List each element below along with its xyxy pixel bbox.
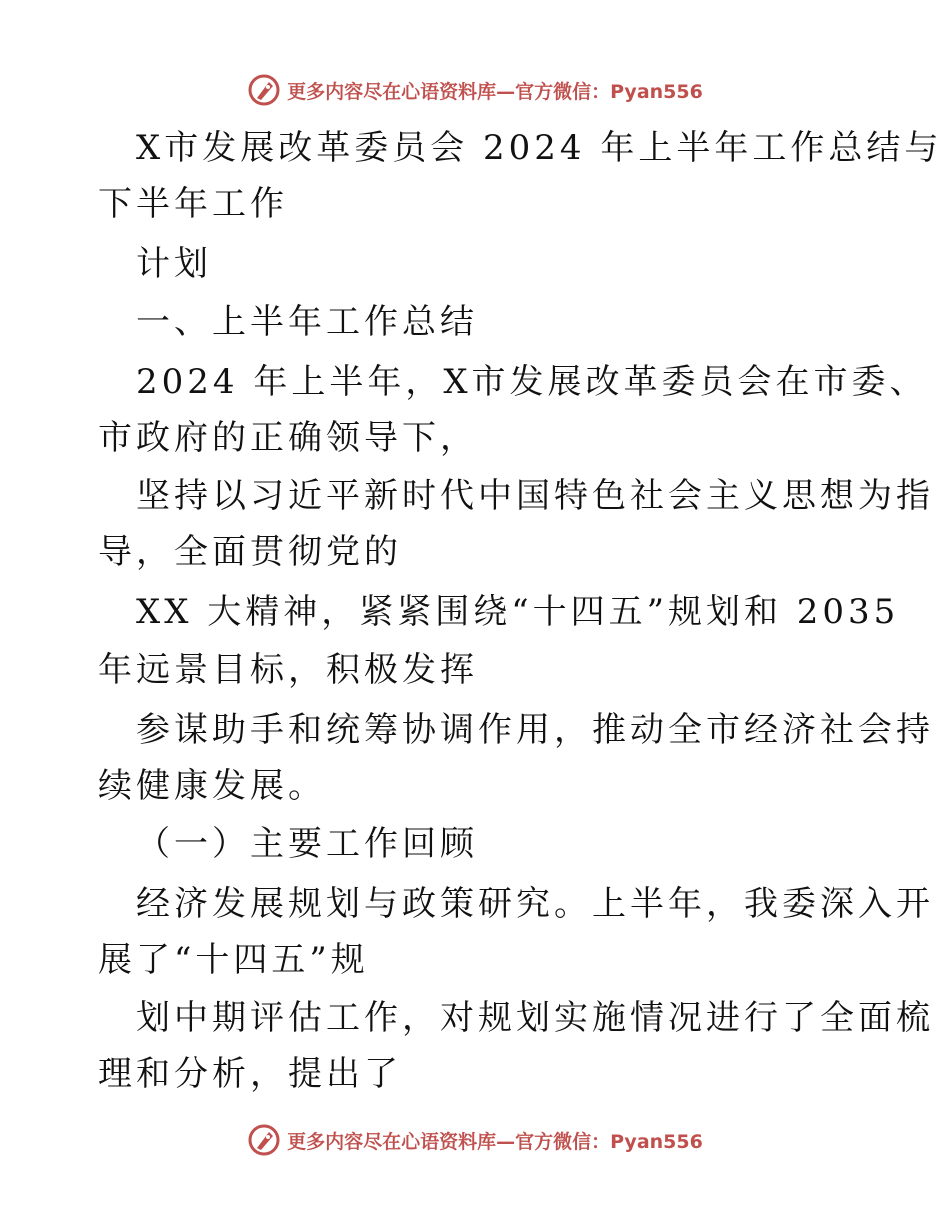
doc-line-6: 市政府的正确领导下， bbox=[98, 418, 478, 458]
doc-line-5: 2024 年上半年，X市发展改革委员会在市委、 bbox=[136, 362, 928, 402]
doc-line-10: 年远景目标，积极发挥 bbox=[98, 650, 478, 690]
pen-nib-icon bbox=[247, 1123, 281, 1157]
watermark-banner-top bbox=[0, 70, 950, 110]
watermark-banner-bottom bbox=[0, 1120, 950, 1160]
doc-line-8: 导，全面贯彻党的 bbox=[98, 532, 402, 572]
doc-line-3: 计划 bbox=[136, 244, 212, 284]
doc-line-12: 续健康发展。 bbox=[98, 766, 326, 806]
watermark-text: 更多内容尽在心语资料库—官方微信：Pyan556 bbox=[287, 80, 703, 103]
doc-line-2: 下半年工作 bbox=[98, 184, 288, 224]
doc-line-14: 经济发展规划与政策研究。上半年，我委深入开 bbox=[136, 884, 934, 924]
doc-line-11: 参谋助手和统筹协调作用，推动全市经济社会持 bbox=[136, 710, 934, 750]
doc-line-1: X市发展改革委员会 2024 年上半年工作总结与 bbox=[136, 128, 943, 168]
doc-line-16: 划中期评估工作，对规划实施情况进行了全面梳 bbox=[136, 998, 934, 1038]
section-heading: 一、上半年工作总结 bbox=[136, 302, 478, 342]
doc-line-17: 理和分析，提出了 bbox=[98, 1054, 402, 1094]
pen-nib-icon bbox=[247, 73, 281, 107]
watermark-text: 更多内容尽在心语资料库—官方微信：Pyan556 bbox=[287, 1130, 703, 1153]
doc-line-9: XX 大精神，紧紧围绕“十四五”规划和 2035 bbox=[136, 592, 900, 632]
doc-line-7: 坚持以习近平新时代中国特色社会主义思想为指 bbox=[136, 476, 934, 516]
doc-line-15: 展了“十四五”规 bbox=[98, 940, 369, 980]
subsection-heading: （一）主要工作回顾 bbox=[136, 824, 478, 864]
